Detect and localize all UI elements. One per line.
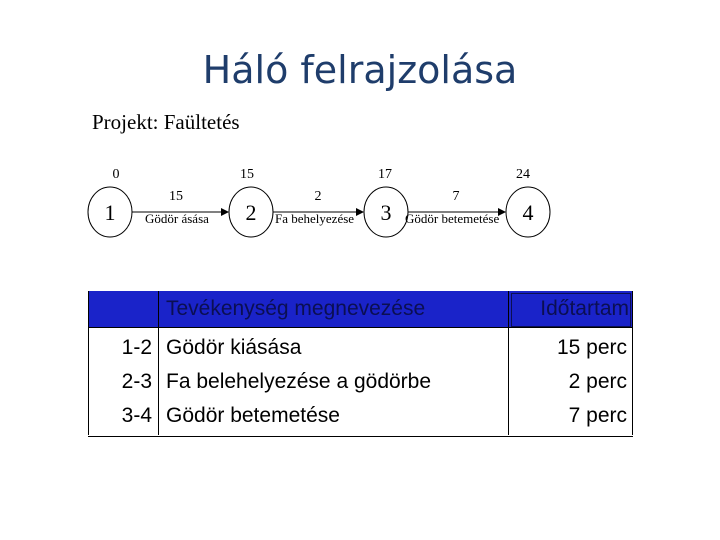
row-2-code: 2-3 [121,370,152,393]
header-activity-name: Tevékenység megnevezése [166,297,426,320]
table-body [88,327,633,437]
table-border-left [88,291,89,435]
activity-table [88,291,633,435]
node-2 [229,187,273,237]
edge-2-3-label: Fa behelyezése [275,211,355,226]
node-3-time: 17 [378,167,392,182]
header-duration: Időtartam [540,297,629,320]
node-1-label: 1 [104,200,116,225]
edge-1-2-duration: 15 [169,189,183,204]
slide-title: Háló felrajzolása [202,48,518,92]
row-2-duration: 2 perc [568,370,627,393]
row-1-code: 1-2 [121,336,152,359]
node-1 [88,187,132,237]
node-3-label: 3 [380,200,392,225]
row-3-duration: 7 perc [568,404,627,427]
edge-3-4-duration: 7 [452,189,460,204]
table-divider-2 [508,291,509,435]
row-1-name: Gödör kiásása [166,336,302,359]
node-4 [506,187,550,237]
project-subtitle: Projekt: Faültetés [92,110,240,134]
node-2-time: 15 [240,167,254,182]
table-border-right [632,291,633,435]
row-3-name: Gödör betemetése [166,404,340,427]
node-1-time: 0 [112,167,120,182]
node-3 [364,187,408,237]
row-3-code: 3-4 [121,404,152,427]
node-2-label: 2 [245,200,257,225]
edge-3-4-label: Gödör betemetése [405,211,500,226]
node-4-label: 4 [522,200,534,225]
row-1-duration: 15 perc [556,336,627,359]
node-4-time: 24 [516,167,530,182]
edge-1-2-label: Gödör ásása [145,211,209,226]
table-divider-1 [158,291,159,435]
edge-2-3-duration: 2 [314,189,322,204]
row-2-name: Fa belehelyezése a gödörbe [166,370,432,393]
